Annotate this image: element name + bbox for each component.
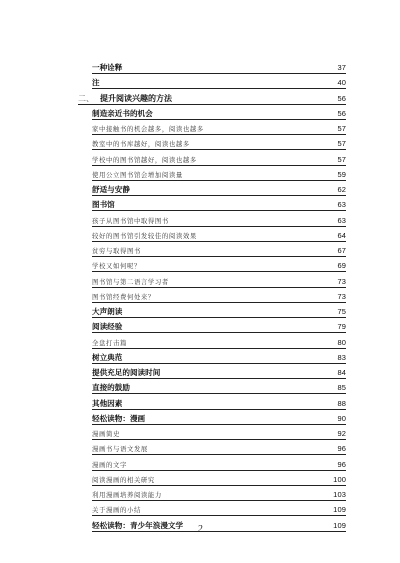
toc-entry-page: 62 xyxy=(337,185,346,194)
toc-entry-title: 较好的图书馆引发较佳的阅读效果 xyxy=(92,231,197,240)
toc-entry-title: 图书馆与第二语言学习者 xyxy=(92,277,169,286)
toc-entry-title: 提供充足的阅读时间 xyxy=(92,368,161,377)
toc-entry-page: 64 xyxy=(337,230,346,240)
toc-entry-page: 83 xyxy=(337,352,346,362)
toc-entry-page: 40 xyxy=(337,78,346,88)
toc-entry-title: 图书馆经费何处来？ xyxy=(92,292,155,301)
toc-entry-page: 79 xyxy=(337,322,346,332)
toc-entry-title: 全盘打击篇 xyxy=(92,338,127,347)
toc-entry-page: 56 xyxy=(337,108,346,118)
toc-entry-page: 63 xyxy=(337,215,346,225)
toc-entry-page: 103 xyxy=(333,490,346,499)
toc-entry-title: 利用漫画培养阅读能力 xyxy=(92,491,162,499)
toc-entry-title: 提升阅读兴趣的方法 xyxy=(100,93,172,103)
toc-entry-title: 其他因素 xyxy=(92,398,123,408)
toc-entry-title: 轻松读物：漫画 xyxy=(92,413,146,423)
toc-entry-page: 92 xyxy=(337,429,346,438)
toc-entry-page: 96 xyxy=(337,459,346,469)
toc-entry-title: 大声朗读 xyxy=(92,307,123,316)
toc-entry-title: 学校中的图书馆越好，阅读也越多 xyxy=(92,155,197,164)
toc-entry-page: 75 xyxy=(337,307,346,316)
toc-entry-title: 图书馆 xyxy=(92,200,115,210)
toc-entry-page: 88 xyxy=(337,398,346,408)
toc-entry-title: 漫画书与语文发展 xyxy=(92,445,148,454)
toc-entry-page: 85 xyxy=(337,383,346,393)
toc-entry-page: 73 xyxy=(337,276,346,286)
toc-entry-page: 96 xyxy=(337,444,346,454)
toc-entry-page: 80 xyxy=(337,337,346,347)
toc-entry-page: 57 xyxy=(337,124,346,133)
toc-entry-page: 69 xyxy=(337,261,346,271)
toc-entry-page: 63 xyxy=(337,200,346,210)
page-number: 2 xyxy=(197,524,203,535)
toc-entry-page: 59 xyxy=(337,169,346,179)
toc-entry-page: 109 xyxy=(333,505,346,515)
toc-entry-page: 84 xyxy=(337,368,346,377)
toc-entry-page: 90 xyxy=(337,413,346,423)
toc-entry-title: 制造亲近书的机会 xyxy=(92,108,153,118)
toc-entry-title: 教室中的书库越好，阅读也越多 xyxy=(92,140,190,149)
toc-entry-title: 注 xyxy=(92,78,100,88)
toc-entry-title: 家中接触书的机会越多，阅读也越多 xyxy=(92,125,204,133)
toc-entry-page: 73 xyxy=(337,291,346,301)
toc-entry-title: 贫穷与取得图书 xyxy=(92,247,141,255)
toc-section-number: 二、 xyxy=(78,93,94,103)
toc-entry-page: 56 xyxy=(337,93,346,103)
toc-entry-title: 孩子从图书馆中取得图书 xyxy=(92,216,169,225)
toc-entry-title: 关于漫画的小结 xyxy=(92,506,141,515)
toc-entry-page: 109 xyxy=(333,520,346,530)
toc-entry-title: 阅读经验 xyxy=(92,322,123,332)
toc-entry-page: 57 xyxy=(337,154,346,164)
toc-entry-title: 漫画简史 xyxy=(92,430,120,438)
toc-entry-page: 100 xyxy=(333,474,346,484)
toc-entry-title: 直接的鼓励 xyxy=(92,383,130,393)
toc-entry-title: 漫画的文字 xyxy=(92,460,127,469)
toc-entry-title: 阅读漫画的相关研究 xyxy=(92,475,155,484)
toc-entry-title: 舒适与安静 xyxy=(92,185,130,194)
toc-entry-title: 学校又如何呢？ xyxy=(92,262,141,271)
toc-entry-title: 一种诠释 xyxy=(92,63,123,72)
toc-entry-title: 使用公立图书馆会增加阅读量 xyxy=(92,170,183,179)
toc-entry-title: 轻松读物：青少年浪漫文学 xyxy=(92,520,184,530)
toc-entry-title: 树立典范 xyxy=(92,352,123,362)
toc-entry-page: 57 xyxy=(337,139,346,149)
toc-entry-page: 67 xyxy=(337,246,346,255)
toc-entry-page: 37 xyxy=(337,63,346,72)
